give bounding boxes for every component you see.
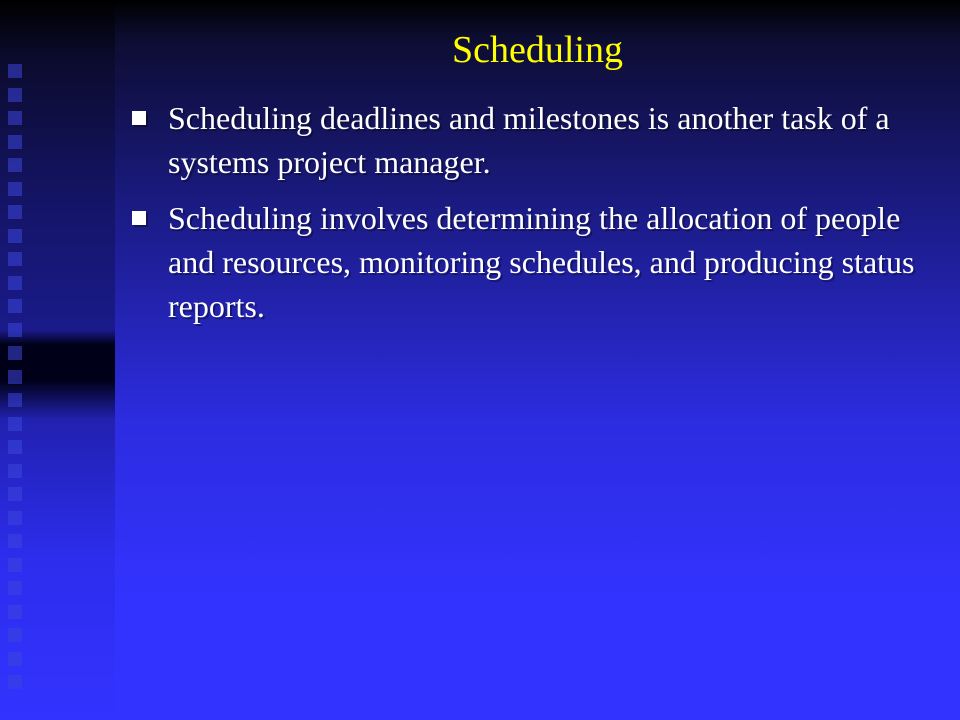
decorative-square <box>8 276 22 290</box>
decorative-square <box>8 652 22 666</box>
decorative-square <box>8 370 22 384</box>
decorative-square <box>8 182 22 196</box>
decorative-square <box>8 417 22 431</box>
decorative-square <box>8 534 22 548</box>
decorative-square <box>8 111 22 125</box>
decorative-square <box>8 64 22 78</box>
decorative-square <box>8 440 22 454</box>
bullet-item <box>132 96 932 184</box>
decorative-square <box>8 558 22 572</box>
decorative-square <box>8 135 22 149</box>
decorative-square <box>8 464 22 478</box>
decorative-square <box>8 605 22 619</box>
bullet-item <box>132 196 932 328</box>
decorative-square <box>8 675 22 689</box>
square-bullet-icon <box>132 111 146 125</box>
square-bullet-icon <box>132 211 146 225</box>
decorative-square <box>8 252 22 266</box>
bullet-text: Scheduling deadlines and milestones is another task of a systems project manager. <box>168 100 890 180</box>
slide-title: Scheduling <box>452 29 623 71</box>
decorative-square <box>8 487 22 501</box>
decorative-square <box>8 393 22 407</box>
decorative-square <box>8 628 22 642</box>
decorative-square <box>8 205 22 219</box>
bullet-text: Scheduling involves determining the allocation of people and resources, monitoring schedules, and producing status reports. <box>168 200 915 324</box>
left-decorative-strip <box>0 0 115 720</box>
bullet-list <box>132 96 932 340</box>
decorative-square <box>8 511 22 525</box>
decorative-square <box>8 229 22 243</box>
decorative-square <box>8 323 22 337</box>
decorative-square <box>8 346 22 360</box>
decorative-square <box>8 299 22 313</box>
decorative-square <box>8 581 22 595</box>
decorative-square <box>8 158 22 172</box>
decorative-square <box>8 88 22 102</box>
